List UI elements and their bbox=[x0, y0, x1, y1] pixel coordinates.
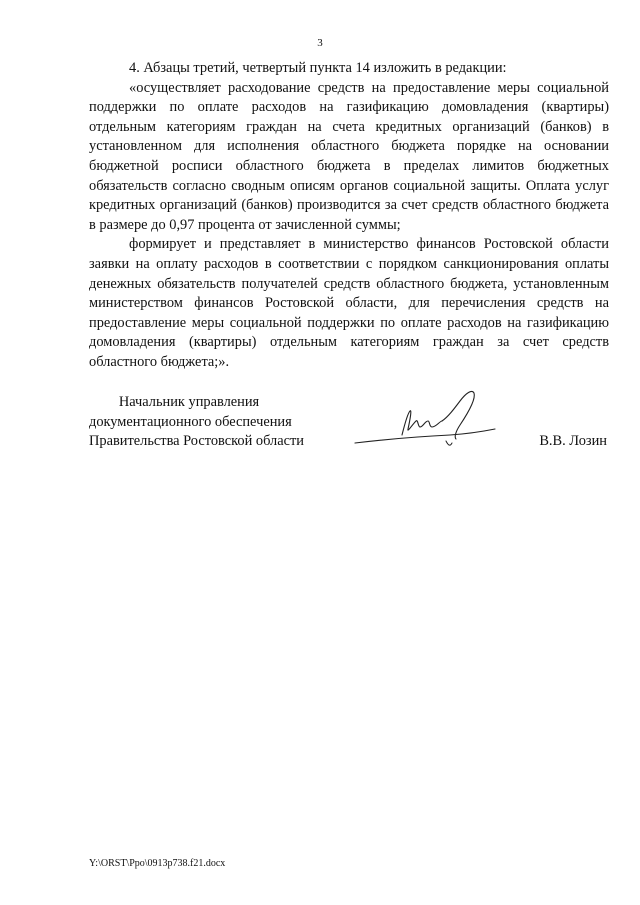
signatory-title-line: Начальник управления bbox=[118, 394, 260, 410]
paragraph-amendment-text-2: формирует и представляет в министерство финансов Ростовской области заявки на оплату расходов в соответствии с порядком санкционирования оплаты денежных обязательств получателей средств областного бюджета, установленным министерством финансов Ростовской области, для перечисления средств на предоставление меры социальной поддержки по оплате расходов на газификацию домовладения (квартиры) отдельным категориям граждан за счет средств областного бюджета;». bbox=[89, 236, 609, 370]
paragraph-amendment-intro: 4. Абзацы третий, четвертый пункта 14 изложить в редакции: bbox=[129, 60, 507, 76]
signatory-name: В.В. Лозин bbox=[539, 433, 607, 449]
signatory-title-line: документационного обеспечения bbox=[89, 413, 292, 430]
document-body bbox=[89, 59, 609, 373]
footer-file-path: Y:\ORST\Ppo\0913p738.f21.docx bbox=[89, 858, 226, 869]
handwritten-signature bbox=[350, 385, 500, 455]
signatory-title bbox=[89, 393, 304, 452]
signatory-title-line: Правительства Ростовской области bbox=[89, 433, 304, 450]
paragraph-amendment-text-1: «осуществляет расходование средств на предоставление меры социальной поддержки по оплате расходов на газификацию домовладения (квартиры) отдельным категориям граждан на счета кредитных организаций (банков) в установленном для исполнения областного бюджета порядке на основании бюджетной росписи областного бюджета в пределах лимитов бюджетных обязательств согласно сводным описям органов социальной защиты. Оплата услуг кредитных организаций (банков) производится за счет средств областного бюджета в размере до 0,97 процента от зачисленной суммы; bbox=[89, 79, 609, 233]
page-number: 3 bbox=[317, 37, 323, 49]
